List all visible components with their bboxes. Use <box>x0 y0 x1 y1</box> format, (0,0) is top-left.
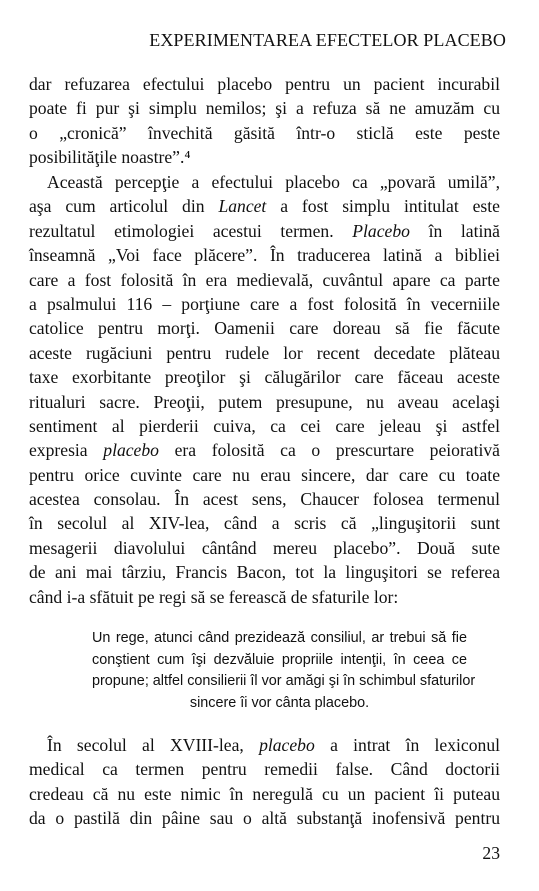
text-line: pentru orice cuvinte care nu erau sincere, dar care cu toate <box>29 464 500 485</box>
text-line: care a fost folosită în era medievală, cuvântul apare ca parte <box>29 269 500 290</box>
text-line: credeau că nu este nimic în neregulă cu un pacient îi puteau <box>29 783 500 804</box>
quote-line: conştient cum îşi dezvăluie propriile intenţii, în ceea ce <box>92 651 467 668</box>
text-line: de ani mai târziu, Francis Bacon, tot la linguşitori se referea <box>29 562 500 583</box>
italic-placebo: Placebo <box>352 220 410 241</box>
text-line: aşa cum articolul din Lancet a fost simplu intitulat este <box>29 196 500 217</box>
italic-placebo: placebo <box>259 735 315 755</box>
text-line: În secolul al XVIII-lea, placebo a intrat în lexiconul <box>47 735 500 755</box>
paragraph-3 <box>29 733 500 831</box>
italic-placebo: placebo <box>103 440 159 461</box>
text-line: acestea consolau. În acest sens, Chaucer folosea termenul <box>29 489 500 510</box>
text-line: când i-a sfătuit pe regi să se ferească de sfaturile lor: <box>29 586 399 607</box>
text-line: aceste rugăciuni pentru rudele lor recent decedate plăteau <box>29 342 500 363</box>
page-number: 23 <box>482 843 500 863</box>
text-line: înseamnă „Voi face plăcere”. În traducerea latină a bibliei <box>29 245 500 266</box>
text-line: posibilităţile noastre”.⁴ <box>29 147 191 168</box>
text-line: ritualuri sacre. Preoţii, putem presupune, nu aveau acelaşi <box>29 391 500 412</box>
text-line: medical ca termen pentru remedii false. Când doctorii <box>29 759 500 780</box>
quote-line: propune; altfel consilierii îl vor amăgi şi în schimbul sfaturilor <box>92 673 476 690</box>
running-header: EXPERIMENTAREA EFECTELOR PLACEBO <box>149 30 506 50</box>
text-line: o „cronică” învechită găsită într-o sticlă este peste <box>29 122 500 143</box>
text-line: taxe exorbitante preoţilor şi călugărilor care făceau aceste <box>29 367 500 388</box>
text-line: în secolul al XIV-lea, când a scris că „linguşitorii sunt <box>29 513 500 534</box>
text-line: da o pastilă din pâine sau o altă substanţă inofensivă pentru <box>29 808 500 829</box>
text-line: expresia placebo era folosită ca o prescurtare peiorativă <box>29 440 500 461</box>
text-line: poate fi pur şi simplu nemilos; şi a refuza să ne amuzăm cu <box>29 98 500 119</box>
text-line: catolice pentru morţi. Oamenii care doreau să fie făcute <box>29 318 500 339</box>
text-line: dar refuzarea efectului placebo pentru un pacient incurabil <box>29 74 500 94</box>
block-quote <box>92 628 476 714</box>
italic-lancet: Lancet <box>218 196 267 217</box>
text-line: mesagerii diavolului cântând mereu placebo”. Două sute <box>29 537 500 558</box>
quote-line: sincere îi vor cânta placebo. <box>189 694 370 711</box>
text-line: Această percepţie a efectului placebo ca „povară umilă”, <box>47 172 500 192</box>
paragraph-1 <box>29 72 500 170</box>
text-line: a psalmului 116 – porţiune care a fost folosită în vecerniile <box>29 293 500 314</box>
quote-line: Un rege, atunci când prezidează consiliul, ar trebui să fie <box>92 630 467 646</box>
paragraph-2 <box>29 170 500 609</box>
text-line: sentiment al pierderii cuiva, ca cei care jeleau şi astfel <box>29 415 500 436</box>
text-line: rezultatul etimologiei acestui termen. Placebo în latină <box>29 220 500 241</box>
